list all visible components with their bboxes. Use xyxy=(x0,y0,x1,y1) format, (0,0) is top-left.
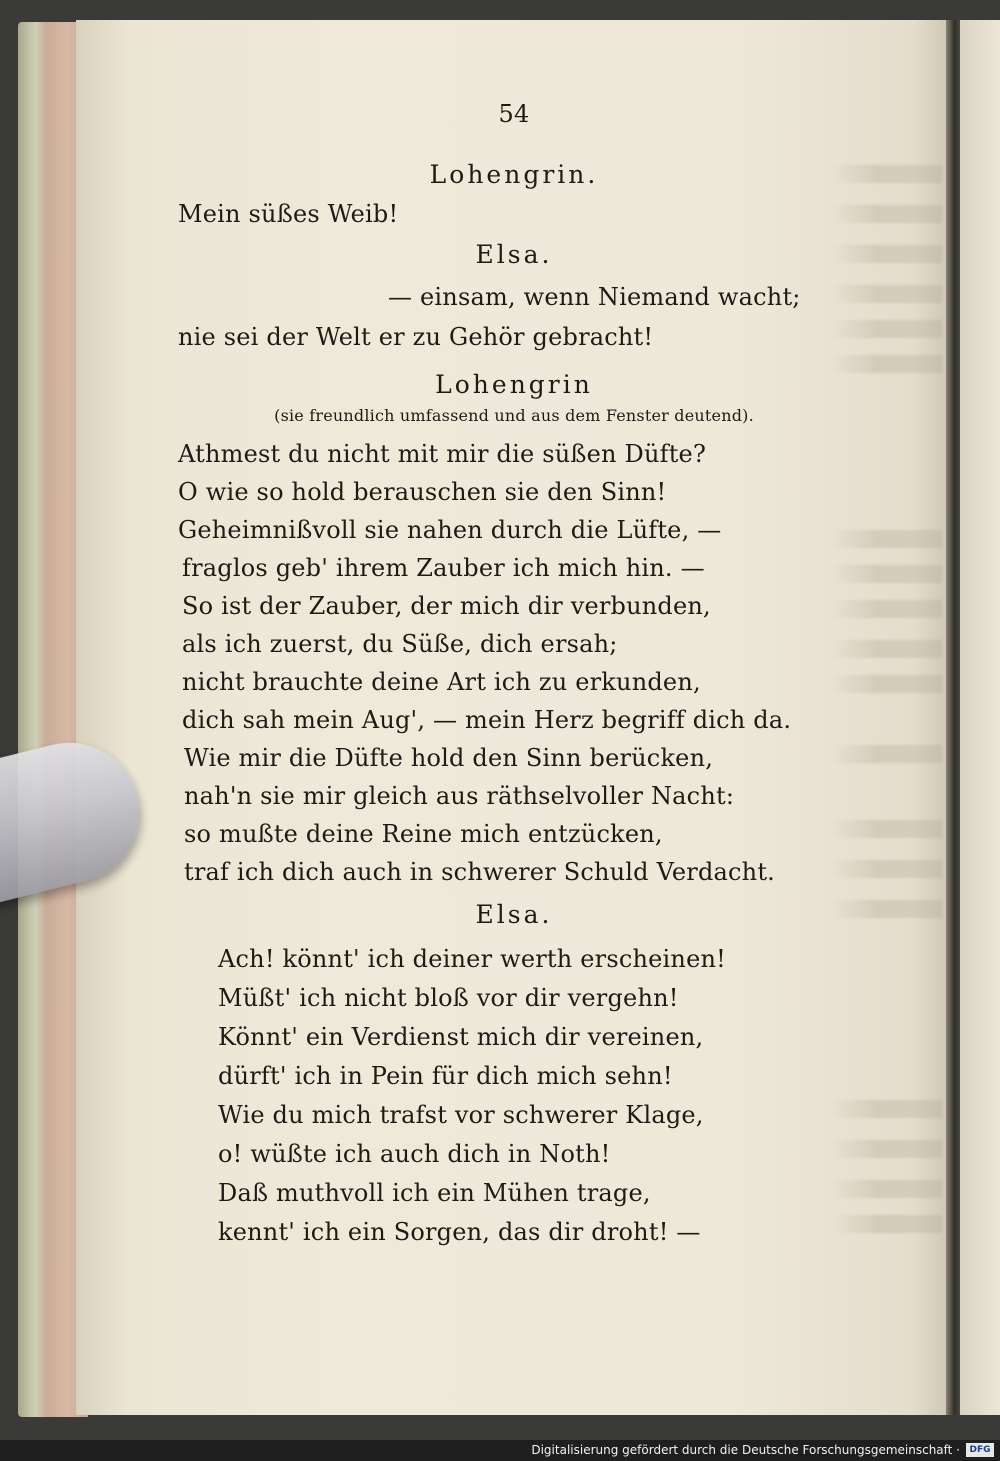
show-through xyxy=(832,1100,942,1118)
verse-line: So ist der Zauber, der mich dir verbunden, xyxy=(182,592,711,620)
funding-credit: Digitalisierung gefördert durch die Deutsche Forschungsgemeinschaft · xyxy=(531,1443,960,1457)
verse-line: Mein süßes Weib! xyxy=(178,200,399,228)
verse-line: Ach! könnt' ich deiner werth erscheinen! xyxy=(218,945,726,973)
page-number: 54 xyxy=(498,100,530,128)
show-through xyxy=(832,320,942,338)
stage-direction: (sie freundlich umfassend und aus dem Fenster deutend). xyxy=(274,406,754,425)
show-through xyxy=(832,205,942,223)
show-through xyxy=(832,565,942,583)
verse-line: dürft' ich in Pein für dich mich sehn! xyxy=(218,1062,673,1090)
speaker-elsa: Elsa. xyxy=(475,240,553,269)
book-gutter xyxy=(946,20,960,1415)
verse-line: Müßt' ich nicht bloß vor dir vergehn! xyxy=(218,984,679,1012)
verse-line: Daß muthvoll ich ein Mühen trage, xyxy=(218,1179,651,1207)
verse-line: traf ich dich auch in schwerer Schuld Verdacht. xyxy=(184,858,776,886)
verse-line: Könnt' ein Verdienst mich dir vereinen, xyxy=(218,1023,704,1051)
verse-line: fraglos geb' ihrem Zauber ich mich hin. — xyxy=(182,554,705,582)
verse-line: nicht brauchte deine Art ich zu erkunden, xyxy=(182,668,701,696)
show-through xyxy=(832,1140,942,1158)
speaker-lohengrin: Lohengrin. xyxy=(429,160,599,189)
show-through xyxy=(832,530,942,548)
verse-line: Athmest du nicht mit mir die süßen Düfte? xyxy=(178,440,707,468)
verse-line: kennt' ich ein Sorgen, das dir droht! — xyxy=(218,1218,701,1246)
show-through xyxy=(832,745,942,763)
dfg-logo: DFG xyxy=(966,1443,994,1457)
verse-line: nah'n sie mir gleich aus räthselvoller Nacht: xyxy=(184,782,735,810)
show-through xyxy=(832,675,942,693)
show-through xyxy=(832,820,942,838)
verse-line: — einsam, wenn Niemand wacht; xyxy=(388,283,801,311)
verse-line: o! wüßte ich auch dich in Noth! xyxy=(218,1140,611,1168)
show-through xyxy=(832,860,942,878)
speaker-elsa: Elsa. xyxy=(475,900,553,929)
verse-line: dich sah mein Aug', — mein Herz begriff dich da. xyxy=(182,706,792,734)
verse-line: Wie du mich trafst vor schwerer Klage, xyxy=(218,1101,704,1129)
show-through xyxy=(832,600,942,618)
verse-line: O wie so hold berauschen sie den Sinn! xyxy=(178,478,667,506)
show-through xyxy=(832,1215,942,1233)
credit-bar xyxy=(0,1440,1000,1461)
verse-line: so mußte deine Reine mich entzücken, xyxy=(184,820,663,848)
verse-line: als ich zuerst, du Süße, dich ersah; xyxy=(182,630,618,658)
show-through xyxy=(832,285,942,303)
show-through xyxy=(832,640,942,658)
speaker-lohengrin: Lohengrin xyxy=(435,370,593,399)
verse-line: Wie mir die Düfte hold den Sinn berücken, xyxy=(184,744,714,772)
facing-page-edge xyxy=(960,20,1000,1415)
verse-line: Geheimnißvoll sie nahen durch die Lüfte, — xyxy=(178,516,722,544)
show-through xyxy=(832,1180,942,1198)
verse-line: nie sei der Welt er zu Gehör gebracht! xyxy=(178,323,654,351)
